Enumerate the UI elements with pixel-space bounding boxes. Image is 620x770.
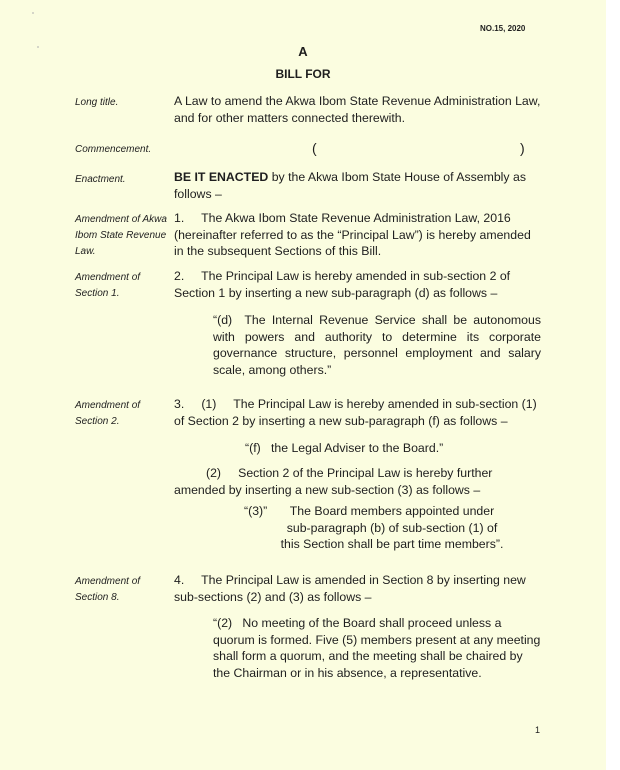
section-4-quote: “(2) No meeting of the Board shall proceed unless a quorum is formed. Five (5) members present at any meeting shall form a quorum, and the meeting shall be chaired by the Chairman or in his absence, a representative. — [213, 616, 544, 680]
enactment-text — [174, 169, 542, 202]
section-4-text: 4. The Principal Law is amended in Section 8 by inserting new sub-sections (2) and (3) as follows – — [174, 573, 530, 604]
title-heading: BILL FOR — [275, 67, 331, 81]
page-number: 1 — [535, 725, 541, 735]
scan-speck — [32, 12, 34, 14]
section-3-quote: “(f) the Legal Adviser to the Board.” — [245, 441, 444, 455]
margin-note-section-1: Amendment of Akwa Ibom State Revenue Law. — [75, 214, 167, 257]
margin-note-commencement: Commencement. — [75, 144, 152, 155]
margin-note-long-title: Long title. — [75, 97, 119, 108]
section-3-text: 3. (1) The Principal Law is hereby amended in sub-section (1) of Section 2 by inserting a new sub-paragraph (f) as follows – — [174, 397, 541, 428]
margin-note-section-3: Amendment of Section 2. — [75, 400, 141, 427]
enactment-body: by the Akwa Ibom State House of Assembly as follows – — [174, 170, 526, 201]
margin-note-section-4: Amendment of Section 8. — [75, 576, 141, 603]
commencement-open-paren: ( — [312, 140, 317, 156]
bill-number: NO.15, 2020 — [480, 24, 526, 33]
enactment-lead: BE IT ENACTED — [174, 170, 269, 184]
section-3-subsection-2: (2) Section 2 of the Principal Law is hereby further amended by inserting a new sub-section (3) as follows – — [174, 466, 496, 497]
margin-note-section-2: Amendment of Section 1. — [75, 272, 141, 299]
margin-note-enactment: Enactment. — [75, 174, 126, 185]
commencement-close-paren: ) — [520, 140, 525, 156]
long-title-text: A Law to amend the Akwa Ibom State Revenue Administration Law, and for other matters connected therewith. — [174, 94, 541, 125]
section-1-text: 1. The Akwa Ibom State Revenue Administration Law, 2016 (hereinafter referred to as the “Principal Law”) is hereby amended in the subsequent Sections of this Bill. — [174, 211, 535, 258]
section-3-quote2-lead: “(3)” — [244, 504, 268, 518]
section-2-quote: “(d) The Internal Revenue Service shall be autonomous with powers and authority to determine its corporate governance structure, personnel employment and salary scale, among others.” — [213, 313, 545, 377]
title-article: A — [298, 44, 308, 59]
scan-edge — [606, 0, 620, 770]
section-2-text: 2. The Principal Law is hereby amended in sub-section 2 of Section 1 by inserting a new sub-paragraph (d) as follows – — [174, 269, 514, 300]
section-3-quote2-text: The Board members appointed under sub-paragraph (b) of sub-section (1) of this Section shall be part time members”. — [280, 504, 504, 551]
